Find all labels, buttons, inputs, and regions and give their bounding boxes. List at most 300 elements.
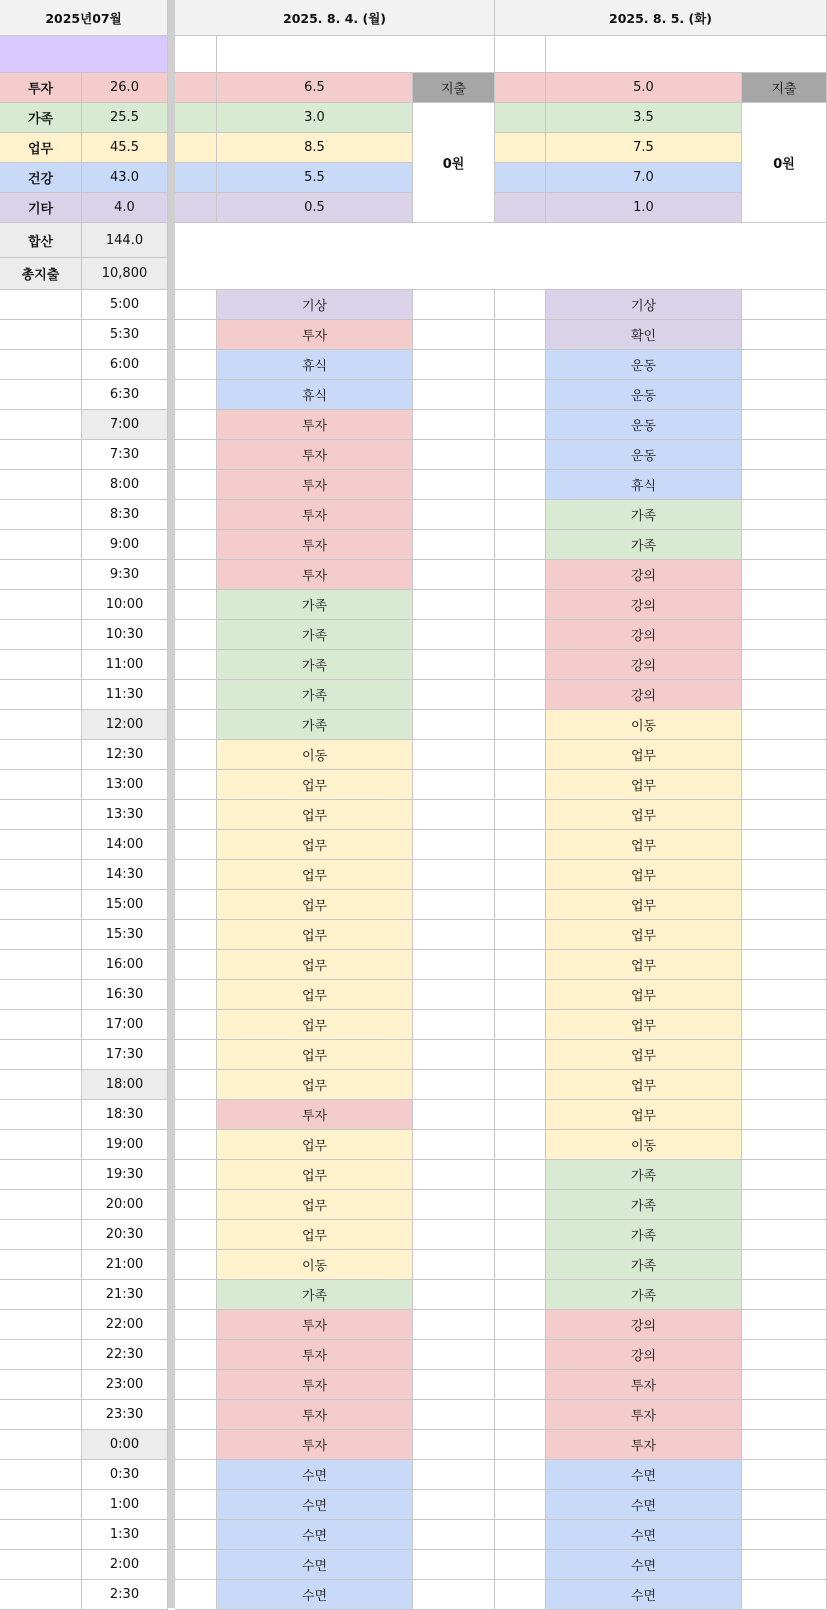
day2-note-22[interactable] (742, 950, 827, 980)
day2-gutter-21[interactable] (495, 920, 546, 950)
time-label-19[interactable]: 14:30 (82, 860, 168, 890)
day2-activity-43[interactable]: 수면 (546, 1580, 742, 1610)
day2-gutter-30[interactable] (495, 1190, 546, 1220)
day1-note-37[interactable] (413, 1400, 495, 1430)
day2-note-42[interactable] (742, 1550, 827, 1580)
day2-note-17[interactable] (742, 800, 827, 830)
day2-note-32[interactable] (742, 1250, 827, 1280)
day1-note-8[interactable] (413, 530, 495, 560)
time-label-4[interactable]: 7:00 (82, 410, 168, 440)
day1-gutter-43[interactable] (175, 1580, 217, 1610)
day1-note-9[interactable] (413, 560, 495, 590)
day2-note-35[interactable] (742, 1340, 827, 1370)
day2-summary-gutter-4[interactable] (495, 193, 546, 223)
day1-activity-24[interactable]: 업무 (217, 1010, 413, 1040)
day1-activity-37[interactable]: 투자 (217, 1400, 413, 1430)
day2-gutter-31[interactable] (495, 1220, 546, 1250)
day2-note-4[interactable] (742, 410, 827, 440)
day1-activity-9[interactable]: 투자 (217, 560, 413, 590)
time-label-27[interactable]: 18:30 (82, 1100, 168, 1130)
day1-gutter-18[interactable] (175, 830, 217, 860)
total-expense-label[interactable]: 총지출 (0, 258, 82, 290)
time-label-32[interactable]: 21:00 (82, 1250, 168, 1280)
day2-gutter-11[interactable] (495, 620, 546, 650)
time-label-17[interactable]: 13:30 (82, 800, 168, 830)
day1-gutter-3[interactable] (175, 380, 217, 410)
day2-activity-15[interactable]: 업무 (546, 740, 742, 770)
day2-summary-value-3[interactable]: 7.0 (546, 163, 742, 193)
day1-gutter-1[interactable] (175, 320, 217, 350)
day1-gutter-4[interactable] (175, 410, 217, 440)
day2-gutter-38[interactable] (495, 1430, 546, 1460)
day1-summary-value-0[interactable]: 6.5 (217, 73, 413, 103)
day1-activity-35[interactable]: 투자 (217, 1340, 413, 1370)
day2-activity-16[interactable]: 업무 (546, 770, 742, 800)
day1-note-19[interactable] (413, 860, 495, 890)
day1-gutter-16[interactable] (175, 770, 217, 800)
day1-note-34[interactable] (413, 1310, 495, 1340)
schedule-blank-18[interactable] (0, 830, 82, 860)
time-label-28[interactable]: 19:00 (82, 1130, 168, 1160)
time-label-43[interactable]: 2:30 (82, 1580, 168, 1610)
day1-gutter-34[interactable] (175, 1310, 217, 1340)
time-label-0[interactable]: 5:00 (82, 290, 168, 320)
day1-activity-7[interactable]: 투자 (217, 500, 413, 530)
day2-gutter-32[interactable] (495, 1250, 546, 1280)
day2-activity-32[interactable]: 가족 (546, 1250, 742, 1280)
day2-activity-7[interactable]: 가족 (546, 500, 742, 530)
time-label-36[interactable]: 23:00 (82, 1370, 168, 1400)
day1-gutter-14[interactable] (175, 710, 217, 740)
day1-gutter-31[interactable] (175, 1220, 217, 1250)
day2-note-28[interactable] (742, 1130, 827, 1160)
time-label-16[interactable]: 13:00 (82, 770, 168, 800)
day1-summary-gutter-1[interactable] (175, 103, 217, 133)
day1-gutter-9[interactable] (175, 560, 217, 590)
day2-note-8[interactable] (742, 530, 827, 560)
day1-gutter-27[interactable] (175, 1100, 217, 1130)
day2-activity-19[interactable]: 업무 (546, 860, 742, 890)
schedule-blank-6[interactable] (0, 470, 82, 500)
day1-activity-30[interactable]: 업무 (217, 1190, 413, 1220)
day2-blank-a[interactable] (495, 36, 546, 73)
day2-note-25[interactable] (742, 1040, 827, 1070)
time-label-3[interactable]: 6:30 (82, 380, 168, 410)
day2-note-34[interactable] (742, 1310, 827, 1340)
day1-gutter-33[interactable] (175, 1280, 217, 1310)
day2-activity-17[interactable]: 업무 (546, 800, 742, 830)
day1-expense-value[interactable]: 0원 (413, 103, 495, 223)
schedule-blank-23[interactable] (0, 980, 82, 1010)
day1-blank-a[interactable] (175, 36, 217, 73)
time-label-40[interactable]: 1:00 (82, 1490, 168, 1520)
day2-activity-37[interactable]: 투자 (546, 1400, 742, 1430)
time-label-35[interactable]: 22:30 (82, 1340, 168, 1370)
schedule-blank-3[interactable] (0, 380, 82, 410)
day2-activity-30[interactable]: 가족 (546, 1190, 742, 1220)
day2-note-9[interactable] (742, 560, 827, 590)
day2-note-30[interactable] (742, 1190, 827, 1220)
day1-gutter-35[interactable] (175, 1340, 217, 1370)
day2-expense-value[interactable]: 0원 (742, 103, 827, 223)
day1-summary-gutter-0[interactable] (175, 73, 217, 103)
day2-note-5[interactable] (742, 440, 827, 470)
day1-activity-39[interactable]: 수면 (217, 1460, 413, 1490)
summary-category-2[interactable]: 업무 (0, 133, 82, 163)
day2-activity-3[interactable]: 운동 (546, 380, 742, 410)
summary-blank-area[interactable] (175, 223, 827, 290)
day2-note-36[interactable] (742, 1370, 827, 1400)
schedule-blank-41[interactable] (0, 1520, 82, 1550)
day1-note-28[interactable] (413, 1130, 495, 1160)
day1-gutter-5[interactable] (175, 440, 217, 470)
day1-note-32[interactable] (413, 1250, 495, 1280)
day1-activity-41[interactable]: 수면 (217, 1520, 413, 1550)
day2-gutter-19[interactable] (495, 860, 546, 890)
day1-note-20[interactable] (413, 890, 495, 920)
day1-note-5[interactable] (413, 440, 495, 470)
day1-note-42[interactable] (413, 1550, 495, 1580)
day2-activity-10[interactable]: 강의 (546, 590, 742, 620)
day1-gutter-26[interactable] (175, 1070, 217, 1100)
day2-note-6[interactable] (742, 470, 827, 500)
day1-gutter-37[interactable] (175, 1400, 217, 1430)
day2-activity-39[interactable]: 수면 (546, 1460, 742, 1490)
day1-gutter-29[interactable] (175, 1160, 217, 1190)
day2-note-43[interactable] (742, 1580, 827, 1610)
day2-gutter-23[interactable] (495, 980, 546, 1010)
summary-category-4[interactable]: 기타 (0, 193, 82, 223)
day2-activity-38[interactable]: 투자 (546, 1430, 742, 1460)
day1-summary-value-1[interactable]: 3.0 (217, 103, 413, 133)
day1-note-27[interactable] (413, 1100, 495, 1130)
time-label-9[interactable]: 9:30 (82, 560, 168, 590)
time-label-26[interactable]: 18:00 (82, 1070, 168, 1100)
day2-gutter-39[interactable] (495, 1460, 546, 1490)
day2-gutter-26[interactable] (495, 1070, 546, 1100)
time-label-6[interactable]: 8:00 (82, 470, 168, 500)
day2-activity-21[interactable]: 업무 (546, 920, 742, 950)
schedule-blank-19[interactable] (0, 860, 82, 890)
day1-note-18[interactable] (413, 830, 495, 860)
day1-gutter-0[interactable] (175, 290, 217, 320)
day1-activity-6[interactable]: 투자 (217, 470, 413, 500)
day1-gutter-11[interactable] (175, 620, 217, 650)
sum-value[interactable]: 144.0 (82, 223, 168, 258)
day2-gutter-14[interactable] (495, 710, 546, 740)
month-header[interactable]: 2025년07월 (0, 0, 168, 36)
day2-note-3[interactable] (742, 380, 827, 410)
day1-gutter-41[interactable] (175, 1520, 217, 1550)
day1-summary-value-4[interactable]: 0.5 (217, 193, 413, 223)
day2-gutter-13[interactable] (495, 680, 546, 710)
day2-activity-40[interactable]: 수면 (546, 1490, 742, 1520)
day2-gutter-29[interactable] (495, 1160, 546, 1190)
summary-total-4[interactable]: 4.0 (82, 193, 168, 223)
schedule-blank-29[interactable] (0, 1160, 82, 1190)
schedule-blank-22[interactable] (0, 950, 82, 980)
schedule-blank-4[interactable] (0, 410, 82, 440)
day2-note-38[interactable] (742, 1430, 827, 1460)
day2-note-16[interactable] (742, 770, 827, 800)
day2-note-20[interactable] (742, 890, 827, 920)
day1-note-31[interactable] (413, 1220, 495, 1250)
day2-note-40[interactable] (742, 1490, 827, 1520)
day1-gutter-6[interactable] (175, 470, 217, 500)
schedule-blank-1[interactable] (0, 320, 82, 350)
schedule-blank-35[interactable] (0, 1340, 82, 1370)
day1-activity-29[interactable]: 업무 (217, 1160, 413, 1190)
time-label-7[interactable]: 8:30 (82, 500, 168, 530)
time-label-34[interactable]: 22:00 (82, 1310, 168, 1340)
day2-summary-value-4[interactable]: 1.0 (546, 193, 742, 223)
day1-note-21[interactable] (413, 920, 495, 950)
day2-gutter-24[interactable] (495, 1010, 546, 1040)
day2-gutter-42[interactable] (495, 1550, 546, 1580)
schedule-blank-36[interactable] (0, 1370, 82, 1400)
summary-total-3[interactable]: 43.0 (82, 163, 168, 193)
day2-gutter-43[interactable] (495, 1580, 546, 1610)
day1-activity-36[interactable]: 투자 (217, 1370, 413, 1400)
day2-activity-25[interactable]: 업무 (546, 1040, 742, 1070)
day2-gutter-20[interactable] (495, 890, 546, 920)
day2-activity-29[interactable]: 가족 (546, 1160, 742, 1190)
day1-activity-16[interactable]: 업무 (217, 770, 413, 800)
day1-activity-26[interactable]: 업무 (217, 1070, 413, 1100)
day2-activity-12[interactable]: 강의 (546, 650, 742, 680)
day2-activity-36[interactable]: 투자 (546, 1370, 742, 1400)
schedule-blank-28[interactable] (0, 1130, 82, 1160)
time-label-10[interactable]: 10:00 (82, 590, 168, 620)
day1-gutter-24[interactable] (175, 1010, 217, 1040)
time-label-38[interactable]: 0:00 (82, 1430, 168, 1460)
schedule-blank-9[interactable] (0, 560, 82, 590)
day2-note-26[interactable] (742, 1070, 827, 1100)
time-label-14[interactable]: 12:00 (82, 710, 168, 740)
day2-gutter-27[interactable] (495, 1100, 546, 1130)
day2-activity-24[interactable]: 업무 (546, 1010, 742, 1040)
day2-note-13[interactable] (742, 680, 827, 710)
day1-note-41[interactable] (413, 1520, 495, 1550)
day1-activity-2[interactable]: 휴식 (217, 350, 413, 380)
day2-note-18[interactable] (742, 830, 827, 860)
day2-summary-value-0[interactable]: 5.0 (546, 73, 742, 103)
schedule-blank-40[interactable] (0, 1490, 82, 1520)
schedule-blank-26[interactable] (0, 1070, 82, 1100)
schedule-blank-14[interactable] (0, 710, 82, 740)
day1-note-26[interactable] (413, 1070, 495, 1100)
sum-label[interactable]: 합산 (0, 223, 82, 258)
day2-summary-value-2[interactable]: 7.5 (546, 133, 742, 163)
time-label-21[interactable]: 15:30 (82, 920, 168, 950)
day1-gutter-19[interactable] (175, 860, 217, 890)
day1-note-23[interactable] (413, 980, 495, 1010)
day1-blank-b[interactable] (217, 36, 495, 73)
summary-category-0[interactable]: 투자 (0, 73, 82, 103)
schedule-blank-7[interactable] (0, 500, 82, 530)
day1-gutter-13[interactable] (175, 680, 217, 710)
day2-activity-42[interactable]: 수면 (546, 1550, 742, 1580)
day2-activity-20[interactable]: 업무 (546, 890, 742, 920)
day2-gutter-5[interactable] (495, 440, 546, 470)
day1-gutter-21[interactable] (175, 920, 217, 950)
schedule-blank-15[interactable] (0, 740, 82, 770)
day1-note-6[interactable] (413, 470, 495, 500)
day1-gutter-8[interactable] (175, 530, 217, 560)
day1-activity-10[interactable]: 가족 (217, 590, 413, 620)
day2-gutter-37[interactable] (495, 1400, 546, 1430)
day1-note-33[interactable] (413, 1280, 495, 1310)
day1-note-40[interactable] (413, 1490, 495, 1520)
frozen-column-divider[interactable] (168, 0, 175, 1608)
day1-note-7[interactable] (413, 500, 495, 530)
day2-note-33[interactable] (742, 1280, 827, 1310)
day2-activity-22[interactable]: 업무 (546, 950, 742, 980)
day1-note-11[interactable] (413, 620, 495, 650)
day2-activity-23[interactable]: 업무 (546, 980, 742, 1010)
day2-activity-13[interactable]: 강의 (546, 680, 742, 710)
schedule-blank-20[interactable] (0, 890, 82, 920)
day1-activity-4[interactable]: 투자 (217, 410, 413, 440)
time-label-18[interactable]: 14:00 (82, 830, 168, 860)
day1-gutter-2[interactable] (175, 350, 217, 380)
time-label-12[interactable]: 11:00 (82, 650, 168, 680)
time-label-31[interactable]: 20:30 (82, 1220, 168, 1250)
time-label-1[interactable]: 5:30 (82, 320, 168, 350)
summary-total-0[interactable]: 26.0 (82, 73, 168, 103)
day2-activity-31[interactable]: 가족 (546, 1220, 742, 1250)
schedule-blank-31[interactable] (0, 1220, 82, 1250)
day2-note-21[interactable] (742, 920, 827, 950)
day1-note-17[interactable] (413, 800, 495, 830)
day1-activity-28[interactable]: 업무 (217, 1130, 413, 1160)
day1-gutter-30[interactable] (175, 1190, 217, 1220)
day1-note-10[interactable] (413, 590, 495, 620)
day2-note-1[interactable] (742, 320, 827, 350)
schedule-blank-13[interactable] (0, 680, 82, 710)
day2-note-7[interactable] (742, 500, 827, 530)
day1-note-22[interactable] (413, 950, 495, 980)
day2-note-14[interactable] (742, 710, 827, 740)
day1-gutter-36[interactable] (175, 1370, 217, 1400)
time-label-2[interactable]: 6:00 (82, 350, 168, 380)
day1-note-15[interactable] (413, 740, 495, 770)
time-label-23[interactable]: 16:30 (82, 980, 168, 1010)
day1-note-2[interactable] (413, 350, 495, 380)
day2-note-10[interactable] (742, 590, 827, 620)
day2-activity-33[interactable]: 가족 (546, 1280, 742, 1310)
day1-note-13[interactable] (413, 680, 495, 710)
day2-activity-0[interactable]: 기상 (546, 290, 742, 320)
schedule-blank-25[interactable] (0, 1040, 82, 1070)
day1-activity-20[interactable]: 업무 (217, 890, 413, 920)
day2-note-39[interactable] (742, 1460, 827, 1490)
schedule-blank-38[interactable] (0, 1430, 82, 1460)
day1-activity-17[interactable]: 업무 (217, 800, 413, 830)
schedule-blank-43[interactable] (0, 1580, 82, 1610)
time-label-33[interactable]: 21:30 (82, 1280, 168, 1310)
category-color-bar[interactable] (0, 36, 168, 73)
day2-gutter-41[interactable] (495, 1520, 546, 1550)
time-label-20[interactable]: 15:00 (82, 890, 168, 920)
day2-gutter-7[interactable] (495, 500, 546, 530)
day2-gutter-34[interactable] (495, 1310, 546, 1340)
day1-gutter-40[interactable] (175, 1490, 217, 1520)
day1-note-43[interactable] (413, 1580, 495, 1610)
day1-summary-gutter-2[interactable] (175, 133, 217, 163)
time-label-11[interactable]: 10:30 (82, 620, 168, 650)
day1-note-14[interactable] (413, 710, 495, 740)
day1-gutter-12[interactable] (175, 650, 217, 680)
day2-gutter-22[interactable] (495, 950, 546, 980)
day2-summary-value-1[interactable]: 3.5 (546, 103, 742, 133)
day1-summary-gutter-3[interactable] (175, 163, 217, 193)
day2-note-24[interactable] (742, 1010, 827, 1040)
day2-gutter-40[interactable] (495, 1490, 546, 1520)
day1-activity-23[interactable]: 업무 (217, 980, 413, 1010)
day2-gutter-12[interactable] (495, 650, 546, 680)
day1-activity-32[interactable]: 이동 (217, 1250, 413, 1280)
day2-activity-28[interactable]: 이동 (546, 1130, 742, 1160)
day2-note-11[interactable] (742, 620, 827, 650)
day2-activity-35[interactable]: 강의 (546, 1340, 742, 1370)
day2-note-2[interactable] (742, 350, 827, 380)
day1-note-39[interactable] (413, 1460, 495, 1490)
day2-expense-label[interactable]: 지출 (742, 73, 827, 103)
day1-activity-14[interactable]: 가족 (217, 710, 413, 740)
day2-gutter-18[interactable] (495, 830, 546, 860)
day1-gutter-20[interactable] (175, 890, 217, 920)
day1-summary-value-3[interactable]: 5.5 (217, 163, 413, 193)
time-label-29[interactable]: 19:30 (82, 1160, 168, 1190)
schedule-blank-42[interactable] (0, 1550, 82, 1580)
day1-activity-18[interactable]: 업무 (217, 830, 413, 860)
day2-gutter-28[interactable] (495, 1130, 546, 1160)
time-label-24[interactable]: 17:00 (82, 1010, 168, 1040)
day1-activity-22[interactable]: 업무 (217, 950, 413, 980)
time-label-8[interactable]: 9:00 (82, 530, 168, 560)
day1-gutter-7[interactable] (175, 500, 217, 530)
day1-header[interactable]: 2025. 8. 4. (월) (175, 0, 495, 36)
day2-activity-41[interactable]: 수면 (546, 1520, 742, 1550)
day1-gutter-32[interactable] (175, 1250, 217, 1280)
day2-gutter-0[interactable] (495, 290, 546, 320)
day1-note-12[interactable] (413, 650, 495, 680)
day1-activity-27[interactable]: 투자 (217, 1100, 413, 1130)
day1-gutter-42[interactable] (175, 1550, 217, 1580)
day2-activity-5[interactable]: 운동 (546, 440, 742, 470)
day2-note-31[interactable] (742, 1220, 827, 1250)
time-label-25[interactable]: 17:30 (82, 1040, 168, 1070)
day1-activity-19[interactable]: 업무 (217, 860, 413, 890)
time-label-39[interactable]: 0:30 (82, 1460, 168, 1490)
total-expense-value[interactable]: 10,800 (82, 258, 168, 290)
summary-category-3[interactable]: 건강 (0, 163, 82, 193)
day2-summary-gutter-3[interactable] (495, 163, 546, 193)
day2-activity-27[interactable]: 업무 (546, 1100, 742, 1130)
day2-note-12[interactable] (742, 650, 827, 680)
day1-note-25[interactable] (413, 1040, 495, 1070)
day1-gutter-15[interactable] (175, 740, 217, 770)
day1-activity-42[interactable]: 수면 (217, 1550, 413, 1580)
day2-gutter-36[interactable] (495, 1370, 546, 1400)
day2-gutter-33[interactable] (495, 1280, 546, 1310)
day1-gutter-39[interactable] (175, 1460, 217, 1490)
day1-gutter-28[interactable] (175, 1130, 217, 1160)
day2-activity-26[interactable]: 업무 (546, 1070, 742, 1100)
day2-note-41[interactable] (742, 1520, 827, 1550)
day1-activity-25[interactable]: 업무 (217, 1040, 413, 1070)
